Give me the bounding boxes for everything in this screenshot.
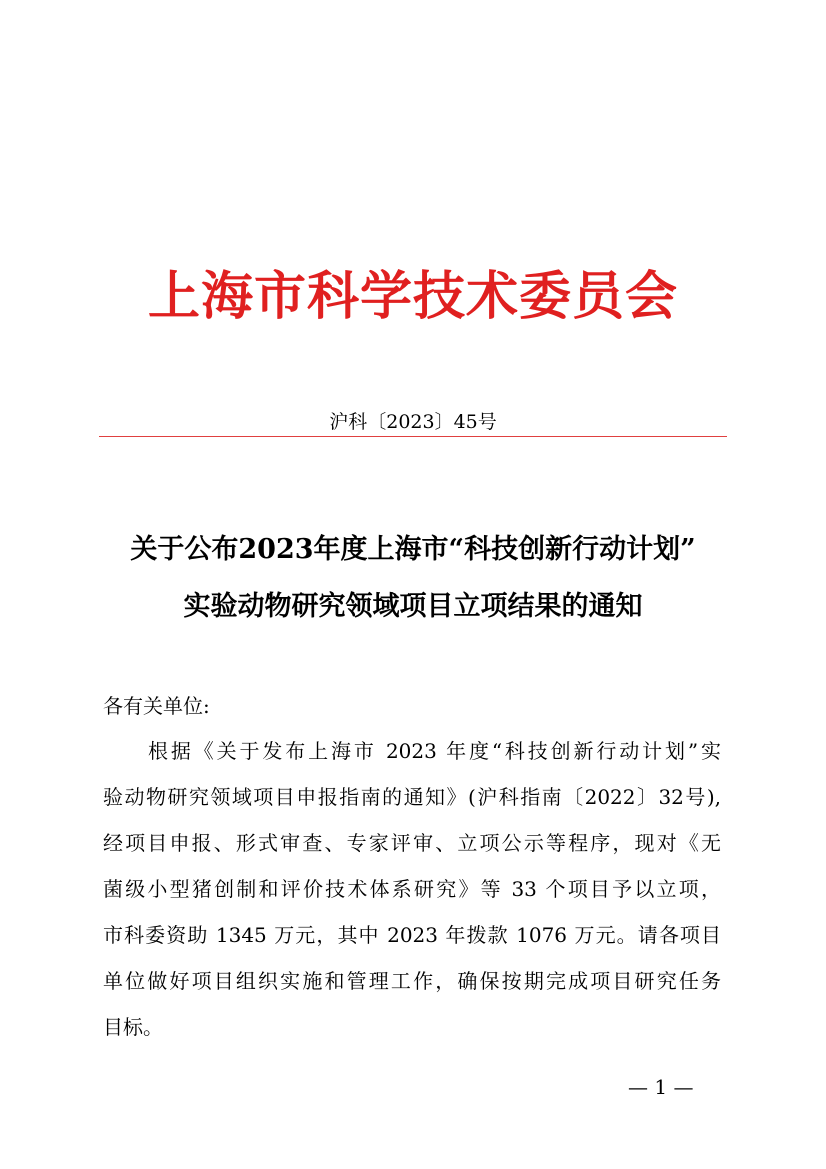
body-line: 市科委资助 1345 万元，其中 2023 年拨款 1076 万元。请各项目 bbox=[103, 923, 721, 947]
document-number: 沪科〔2023〕45号 bbox=[329, 411, 497, 433]
body-line: 经项目申报、形式审查、专家评审、立项公示等程序，现对《无 bbox=[103, 831, 721, 855]
salutation: 各有关单位: bbox=[103, 694, 210, 718]
body-line: 验动物研究领域项目申报指南的通知》(沪科指南〔2022〕32号), bbox=[103, 785, 721, 809]
page-number: — 1 — bbox=[628, 1075, 694, 1099]
document-title-line-1: 关于公布2023年度上海市“科技创新行动计划” bbox=[130, 534, 696, 565]
body-line: 单位做好项目组织实施和管理工作，确保按期完成项目研究任务 bbox=[103, 969, 721, 993]
issuer-heading: 上海市科学技术委员会 bbox=[147, 266, 678, 327]
document-title-line-2: 实验动物研究领域项目立项结果的通知 bbox=[183, 591, 643, 622]
body-line: 菌级小型猪创制和评价技术体系研究》等 33 个项目予以立项， bbox=[103, 877, 721, 901]
body-line: 目标。 bbox=[103, 1015, 163, 1039]
header-divider bbox=[99, 436, 727, 437]
body-line: 根据《关于发布上海市 2023 年度“科技创新行动计划”实 bbox=[148, 739, 721, 763]
